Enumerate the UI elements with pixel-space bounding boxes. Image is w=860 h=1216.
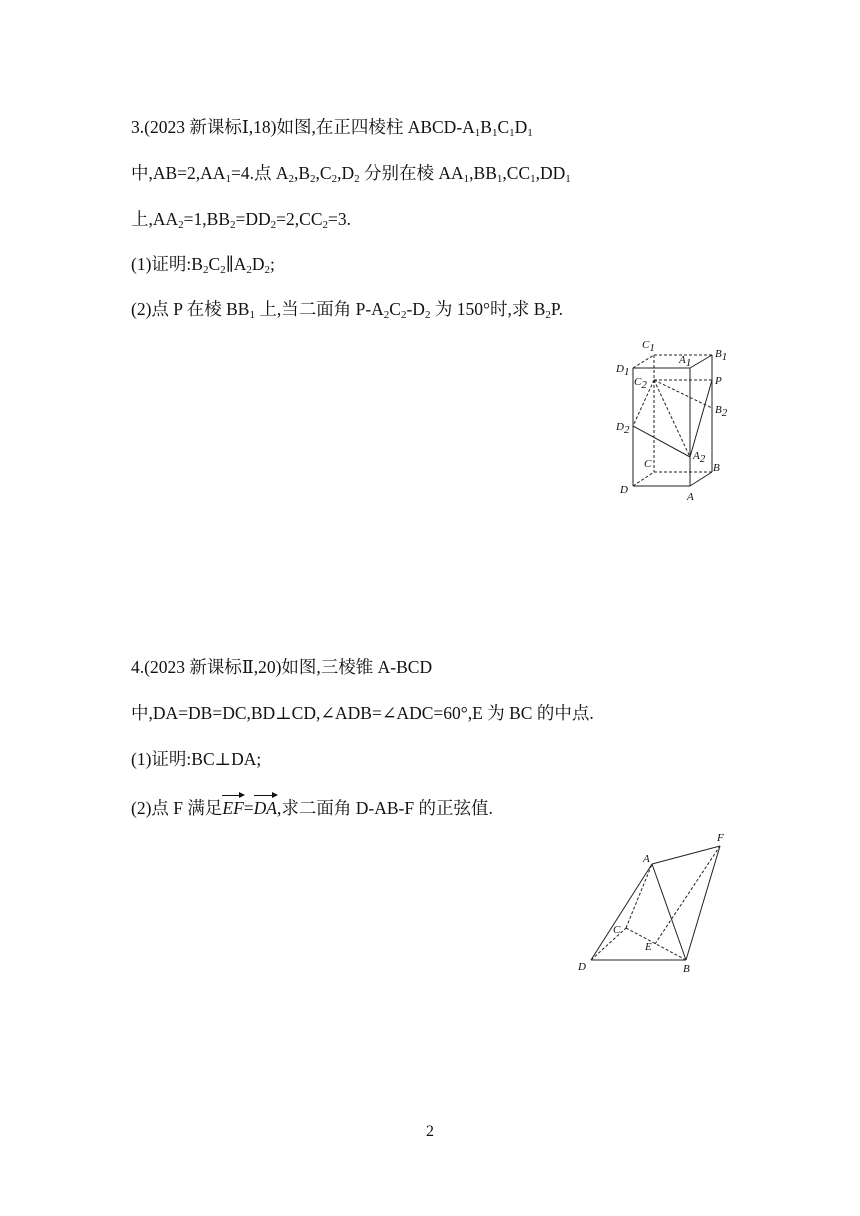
problem3-part2: (2)点 P 在棱 $BB_1$ 上,当二面角 $P-A_2C_2-D_2$ 为 150°时,求 $B_2P$. bbox=[131, 299, 564, 321]
problem3-part1: (1)证明$:B_2C_2\parallel A_2D_2$; bbox=[131, 254, 275, 276]
label-a1: A1 bbox=[679, 354, 692, 369]
vector-ef: EF bbox=[222, 793, 243, 819]
problem4-line2: 中,DA=DB=DC,BD⊥CD,∠ADB=∠ADC=60°,E 为 BC 的中点. bbox=[131, 703, 594, 723]
problem3-line2: 中$,AB=2,AA_1=4$.点 $A_2,B_2,C_2,D_2$ 分别在棱 $AA_1,BB_1,CC_1,DD_1$ bbox=[131, 163, 571, 185]
label-d: D bbox=[578, 961, 586, 973]
label-b: B bbox=[713, 462, 720, 474]
figure-prism bbox=[612, 332, 742, 507]
label-e: E bbox=[645, 941, 652, 953]
figure-tetrahedron bbox=[572, 825, 742, 980]
label-a2: A2 bbox=[693, 450, 706, 465]
label-f: F bbox=[717, 832, 724, 844]
label-b2: B2 bbox=[715, 404, 728, 419]
problem3-line1: 3.(2023 新课标Ⅰ,18)如图,在正四棱柱 ABCD-$A_1B_1C_1D_1$ bbox=[131, 117, 533, 139]
problem4-part2: (2)点 F 满足EF=DA,求二面角 D-AB-F 的正弦值. bbox=[131, 793, 493, 819]
vector-da: DA bbox=[254, 793, 277, 819]
problem3-line3: 上$,AA_2=1,BB_2=DD_2=2,CC_2=3$. bbox=[131, 209, 351, 231]
label-c: C bbox=[613, 924, 621, 936]
label-d2: D2 bbox=[616, 421, 630, 436]
label-p: P bbox=[715, 375, 722, 387]
label-c: C bbox=[644, 458, 652, 470]
page-number: 2 bbox=[426, 1123, 434, 1140]
problem4-part1: (1)证明:BC⊥DA; bbox=[131, 749, 262, 769]
label-d1: D1 bbox=[616, 363, 630, 378]
label-b: B bbox=[683, 963, 690, 975]
label-a: A bbox=[687, 491, 694, 503]
label-d: D bbox=[620, 484, 628, 496]
label-a: A bbox=[643, 853, 650, 865]
label-b1: B1 bbox=[715, 348, 728, 363]
label-c1: C1 bbox=[642, 339, 655, 354]
label-c2: C2 bbox=[634, 376, 647, 391]
problem4-line1: 4.(2023 新课标Ⅱ,20)如图,三棱锥 A-BCD bbox=[131, 657, 433, 677]
